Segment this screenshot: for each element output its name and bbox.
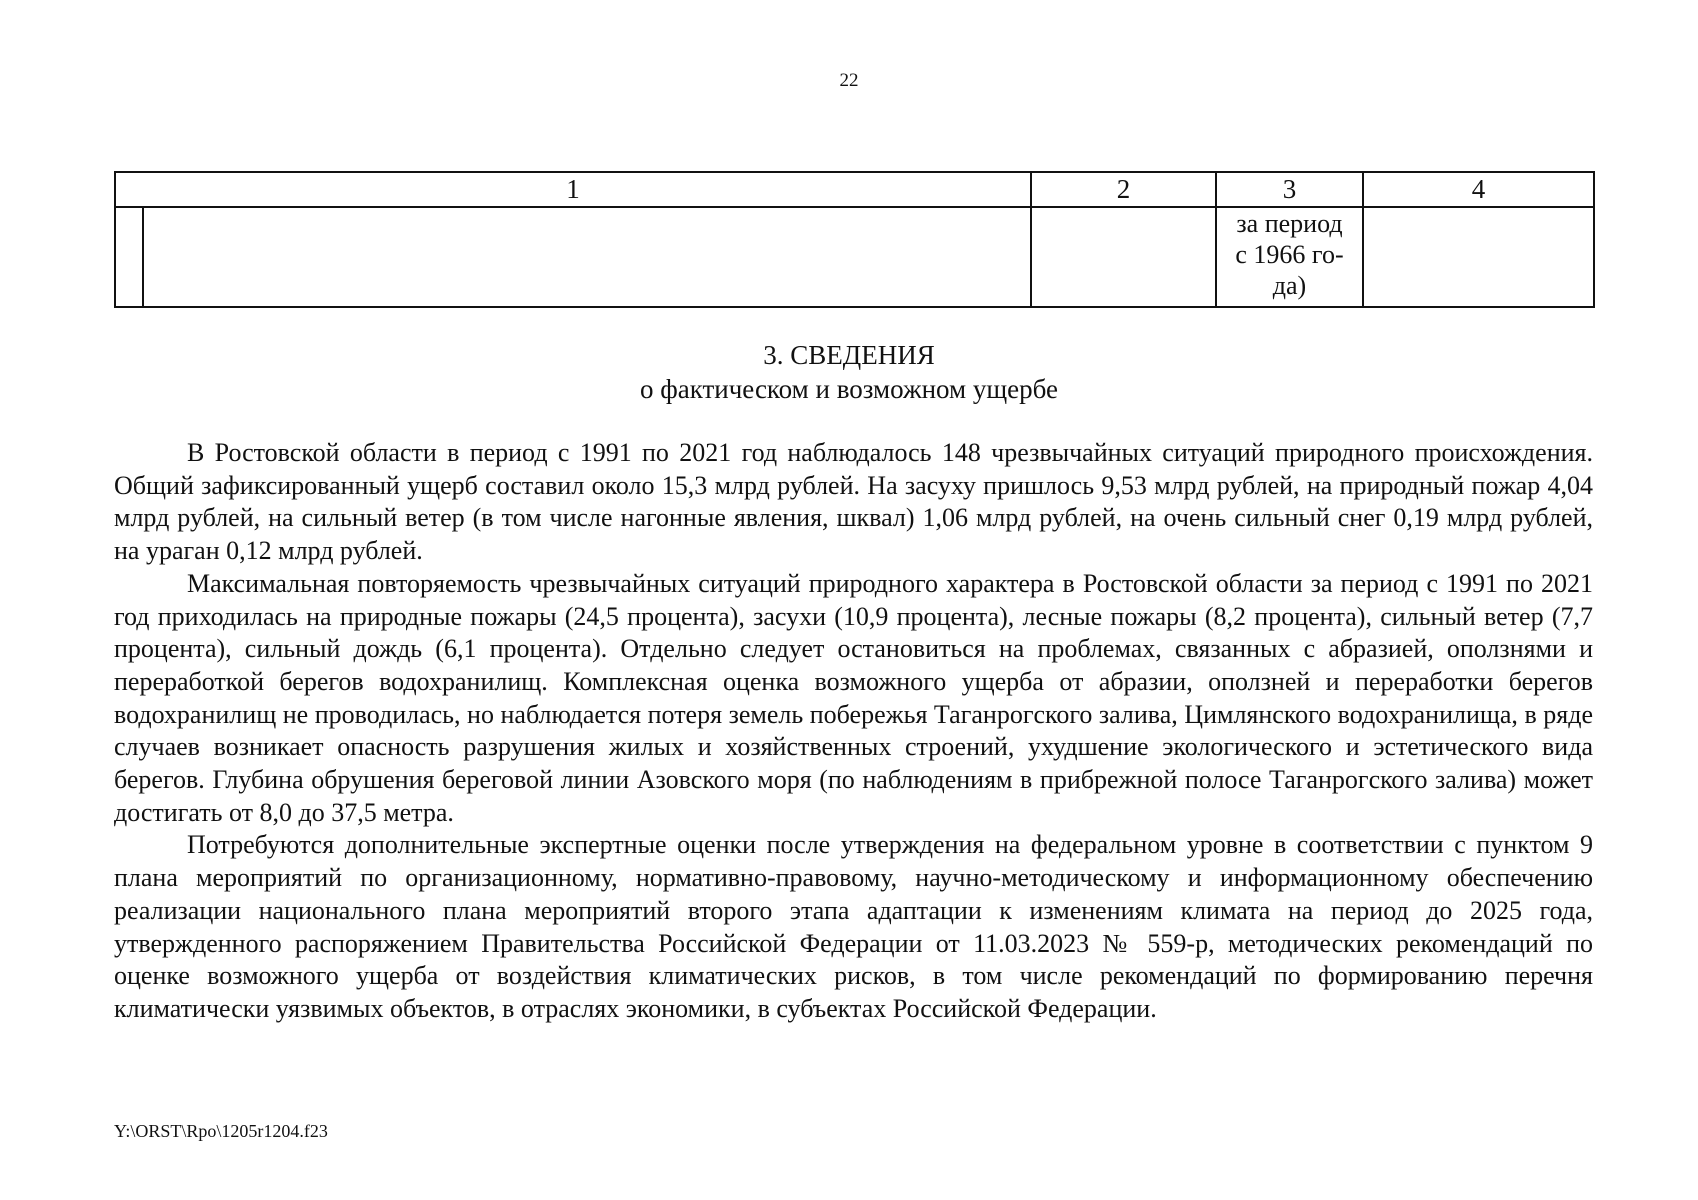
table-cell-col3 — [1216, 207, 1363, 307]
section-title: 3. СВЕДЕНИЯ — [763, 340, 935, 370]
table-cell-col4 — [1363, 207, 1594, 307]
table-header-cell-2: 2 — [1031, 172, 1216, 207]
period-line-3: да) — [1272, 271, 1307, 300]
body-text — [114, 437, 1593, 1026]
page-number: 22 — [839, 70, 859, 91]
section-subtitle: о фактическом и возможном ущербе — [639, 374, 1059, 404]
table-row — [115, 207, 1594, 307]
table-header-cell-3: 3 — [1216, 172, 1363, 207]
table-cell-col1 — [143, 207, 1031, 307]
table-header-cell-4: 4 — [1363, 172, 1594, 207]
table-header-cell-1: 1 — [115, 172, 1031, 207]
table-cell-col2 — [1031, 207, 1216, 307]
period-line-1: за период — [1236, 209, 1343, 238]
paragraph-3: Потребуются дополнительные экспертные оценки после утверждения на федеральном уровне в соответствии с пунктом 9 плана мероприятий по организационному, нормативно-правовому, научно-методическому и информационному обеспечению реализации национального плана мероприятий второго этапа адаптации к изменениям климата на период до 2025 года, утвержденного распоряжением Правительства Российской Федерации от 11.03.2023 № 559-р, методических рекомендаций по оценке возможного ущерба от воздействия климатических рисков, в том числе рекомендаций по формированию перечня климатически уязвимых объектов, в отраслях экономики, в субъектах Российской Федерации. — [114, 830, 1593, 1023]
continuation-table — [114, 171, 1595, 308]
table-header-row — [115, 172, 1594, 207]
footer-file-path: Y:\ORST\Rpo\1205r1204.f23 — [114, 1121, 328, 1141]
paragraph-2: Максимальная повторяемость чрезвычайных ситуаций природного характера в Ростовской области за период с 1991 по 2021 год приходилась на природные пожары (24,5 процента), засухи (10,9 процента), лесные пожары (8,2 процента), сильный ветер (7,7 процента), сильный дождь (6,1 процента). Отдельно следует остановиться на проблемах, связанных с абразией, оползнями и переработкой берегов водохранилищ. Комплексная оценка возможного ущерба от абразии, оползней и переработки берегов водохранилищ не проводилась, но наблюдается потеря земель побережья Таганрогского залива, Цимлянского водохранилища, в ряде случаев возникает опасность разрушения жилых и хозяйственных строений, ухудшение экологического и эстетического вида берегов. Глубина обрушения береговой линии Азовского моря (по наблюдениям в прибрежной полосе Таганрогского залива) может достигать от 8,0 до 37,5 метра. — [114, 568, 1593, 827]
table-cell-marker — [115, 207, 143, 307]
period-line-2: с 1966 го- — [1235, 240, 1344, 269]
paragraph-1: В Ростовской области в период с 1991 по 2021 год наблюдалось 148 чрезвычайных ситуаций природного происхождения. Общий зафиксированный ущерб составил около 15,3 млрд рублей. На засуху пришлось 9,53 млрд рублей, на природный пожар 4,04 млрд рублей, на сильный ветер (в том числе нагонные явления, шквал) 1,06 млрд рублей, на очень сильный снег 0,19 млрд рублей, на ураган 0,12 млрд рублей. — [114, 438, 1593, 566]
